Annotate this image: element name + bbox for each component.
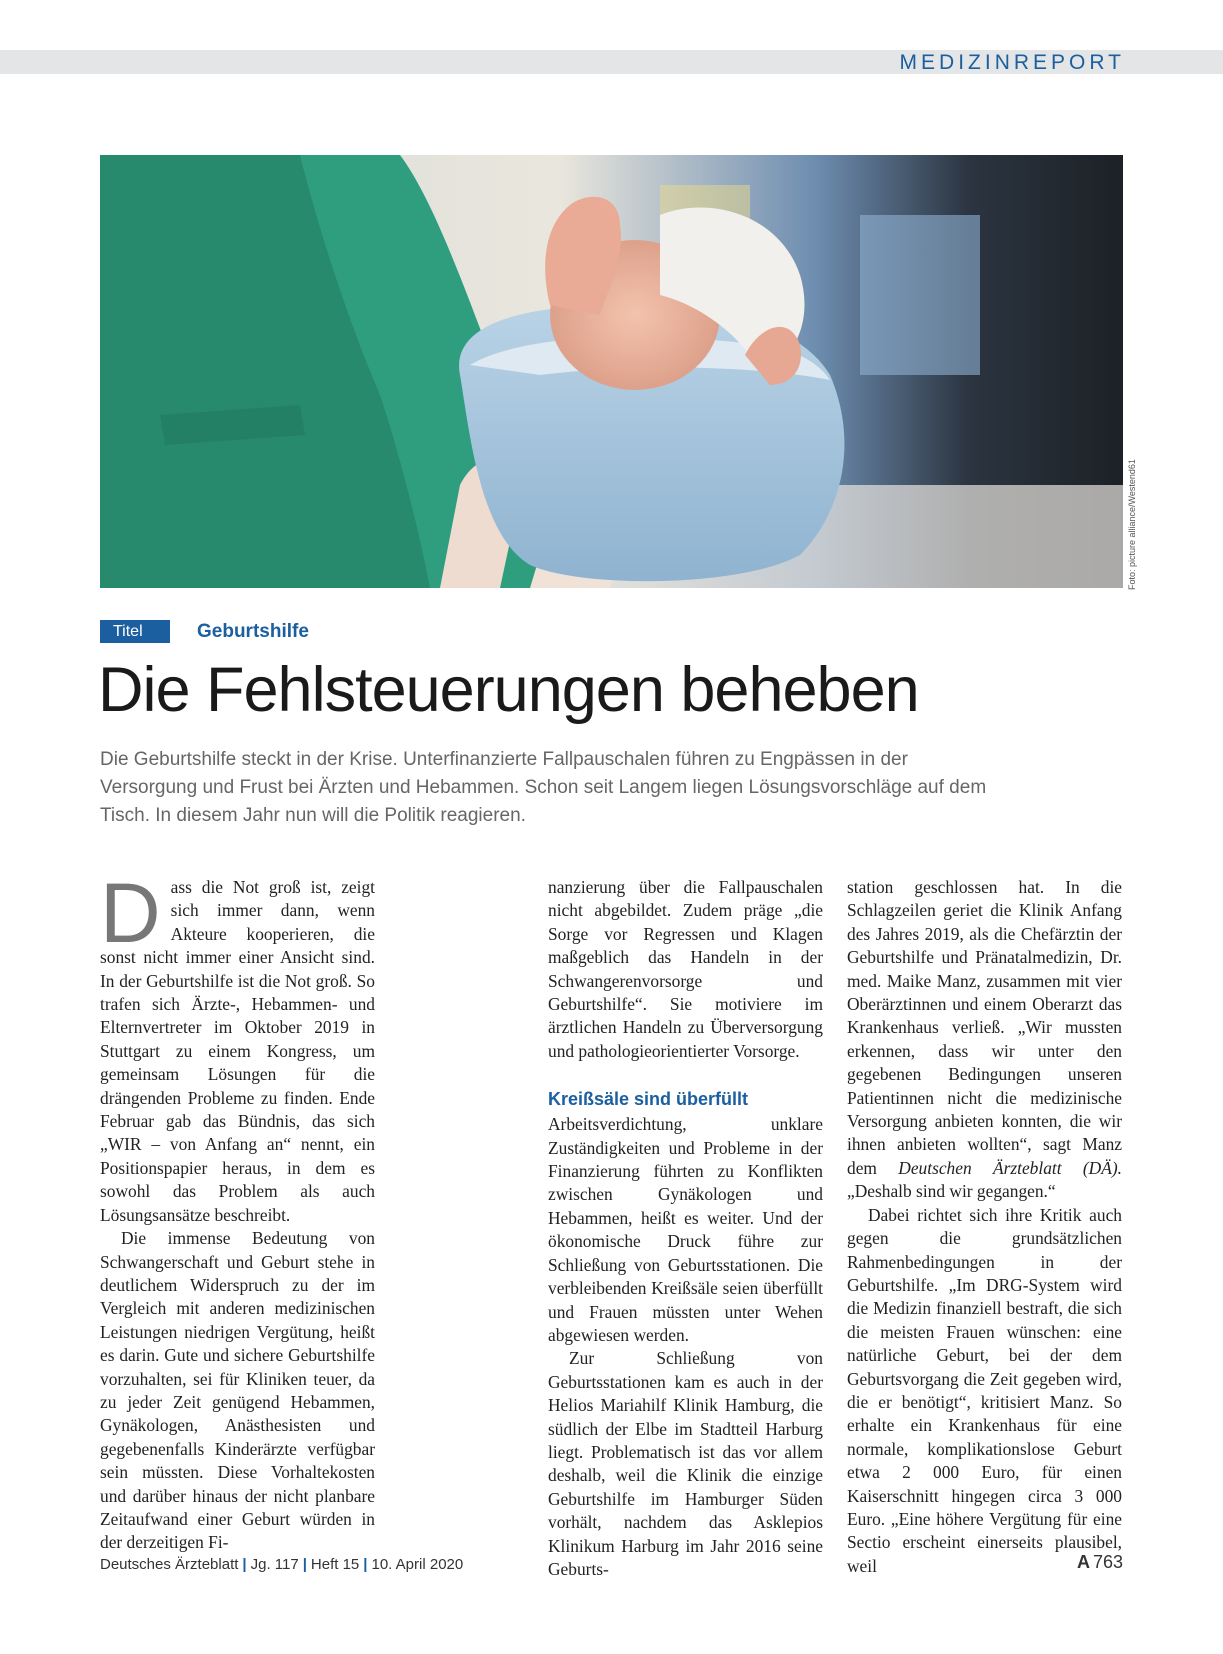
page-number (1077, 1550, 1123, 1574)
issue-date: 10. April 2020 (371, 1556, 464, 1573)
paragraph: Dabei richtet sich ihre Kritik auch gegen die grundsätzlichen Rahmenbedingungen in der Geburtshilfe. „Im DRG-System wird die Medizin finanziell bestraft, die sich die meisten Frauen wünschen: eine natürliche Geburt, bei der dem Geburtsvorgang die Zeit gegeben wird, die er benötigt“, kritisiert Manz. So erhalte ein Krankenhaus für eine normale, komplikationslose Geburt etwa 2 000 Euro, für einen Kaiserschnitt hingegen circa 3 000 Euro. „Eine höhere Vergütung für eine Sectio erscheint einerseits plausibel, weil (847, 1204, 1122, 1576)
volume: Jg. 117 (250, 1556, 299, 1573)
page-prefix: A (1076, 1552, 1090, 1572)
paragraph: Arbeitsverdichtung, unklare Zuständigkeiten und Probleme in der Finanzierung führten zu Konflikten zwischen Gynäkologen und Hebammen, heißt es weiter. Und der ökonomische Druck führe zur Schließung von Geburtsstationen. Die verbleibenden Kreißsäle seien überfüllt und Frauen müssten unter Wehen abgewiesen werden. (548, 1114, 823, 1345)
hero-photo (100, 155, 1123, 588)
headline: Die Fehlsteuerungen beheben (98, 655, 919, 725)
journal-name: Deutsches Ärzteblatt (100, 1556, 239, 1573)
page-number-value: 763 (1092, 1552, 1123, 1572)
photo-credit: Foto: picture alliance/Westend61 (1127, 459, 1137, 590)
section-label: MEDIZINREPORT (899, 51, 1125, 74)
paragraph: nanzierung über die Fallpauschalen nicht abgebildet. Zudem präge „die Sorge vor Regressen und Klagen maßgeblich das Handeln in der Schwangerenvorsorge und Geburtshilfe“. Sie motiviere im ärztlichen Handeln zu Überversorgung und pathologieorientierter Vorsorge. (548, 877, 823, 1061)
paragraph: ass die Not groß ist, zeigt sich immer dann, wenn Akteure kooperieren, die sonst nicht immer einer Ansicht sind. In der Geburtshilfe ist die Not groß. So trafen sich Ärzte-, Hebammen- und Elternvertreter im Oktober 2019 in Stuttgart zu einem Kongress, um gemeinsam Lösungen für die drängenden Probleme zu finden. Ende Februar gab das Bündnis, das sich „WIR – von Anfang an“ nennt, ein Positionspapier heraus, in dem es sowohl das Problem als auch Lösungsansätze beschreibt. (100, 877, 375, 1225)
lead-paragraph: Die Geburtshilfe steckt in der Krise. Unterfinanzierte Fallpauschalen führen zu Engpässen in der Versorgung und Frust bei Ärzten und Hebammen. Schon seit Langem liegen Lösungsvorschläge auf dem Tisch. In diesem Jahr nun will die Politik reagieren. (100, 749, 987, 826)
publication-name: Deutschen Ärzteblatt (DÄ). (898, 1157, 1122, 1178)
drop-cap: D (100, 866, 161, 960)
text-column-1 (100, 866, 375, 1555)
paragraph: Zur Schließung von Geburtsstationen kam es auch in der Helios Mariahilf Klinik Hamburg, die südlich der Elbe im Stadtteil Harburg liegt. Problematisch ist das vor allem deshalb, weil die Klinik die einzige Geburtshilfe im Hamburger Süden vorhält, nachdem das Asklepios Klinikum Harburg im Jahr 2016 seine Geburts- (548, 1348, 823, 1579)
subheading: Kreißsäle sind überfüllt (548, 1089, 749, 1110)
paragraph (847, 876, 1122, 1204)
paragraph-text: „Deshalb sind wir gegangen.“ (847, 1181, 1056, 1202)
paragraph: Die immense Bedeutung von Schwangerschaft und Geburt stehe in deutlichem Widerspruch zu der im Vergleich mit anderen medizinischen Leistungen niedrigen Vergütung, heißt es darin. Gute und sichere Geburtshilfe vorzuhalten, sei für Kliniken teuer, da zu jeder Zeit genügend Hebammen, Gynäkologen, Anästhesisten und gegebenenfalls Kinderärzte verfügbar sein müssten. Diese Vorhaltekosten und darüber hinaus der nicht planbare Zeitaufwand einer Geburt würden in der derzeitigen Fi- (100, 1228, 375, 1553)
title-badge: Titel (100, 620, 170, 643)
paragraph-text: station geschlossen hat. In die Schlagzeilen geriet die Klinik Anfang des Jahres 2019, als die Chefärztin der Geburtshilfe und Pränatalmedizin, Dr. med. Maike Manz, zusammen mit vier Oberärztinnen und einem Oberarzt das Krankenhaus verließ. „Wir mussten erkennen, dass wir unter den gegebenen Bedingungen unseren Patientinnen nicht die medizinische Versorgung anbieten konnten, die wir ihnen anbieten wollten“, sagt Manz dem (847, 877, 1122, 1178)
footer-citation: Deutsches Ärzteblatt | Jg. 117 | Heft 15 | 10. April 2020 (100, 1556, 464, 1573)
text-column-3 (847, 876, 1122, 1578)
text-column-2 (548, 876, 823, 1581)
kicker: Geburtshilfe (197, 621, 309, 642)
issue: Heft 15 (310, 1556, 360, 1573)
